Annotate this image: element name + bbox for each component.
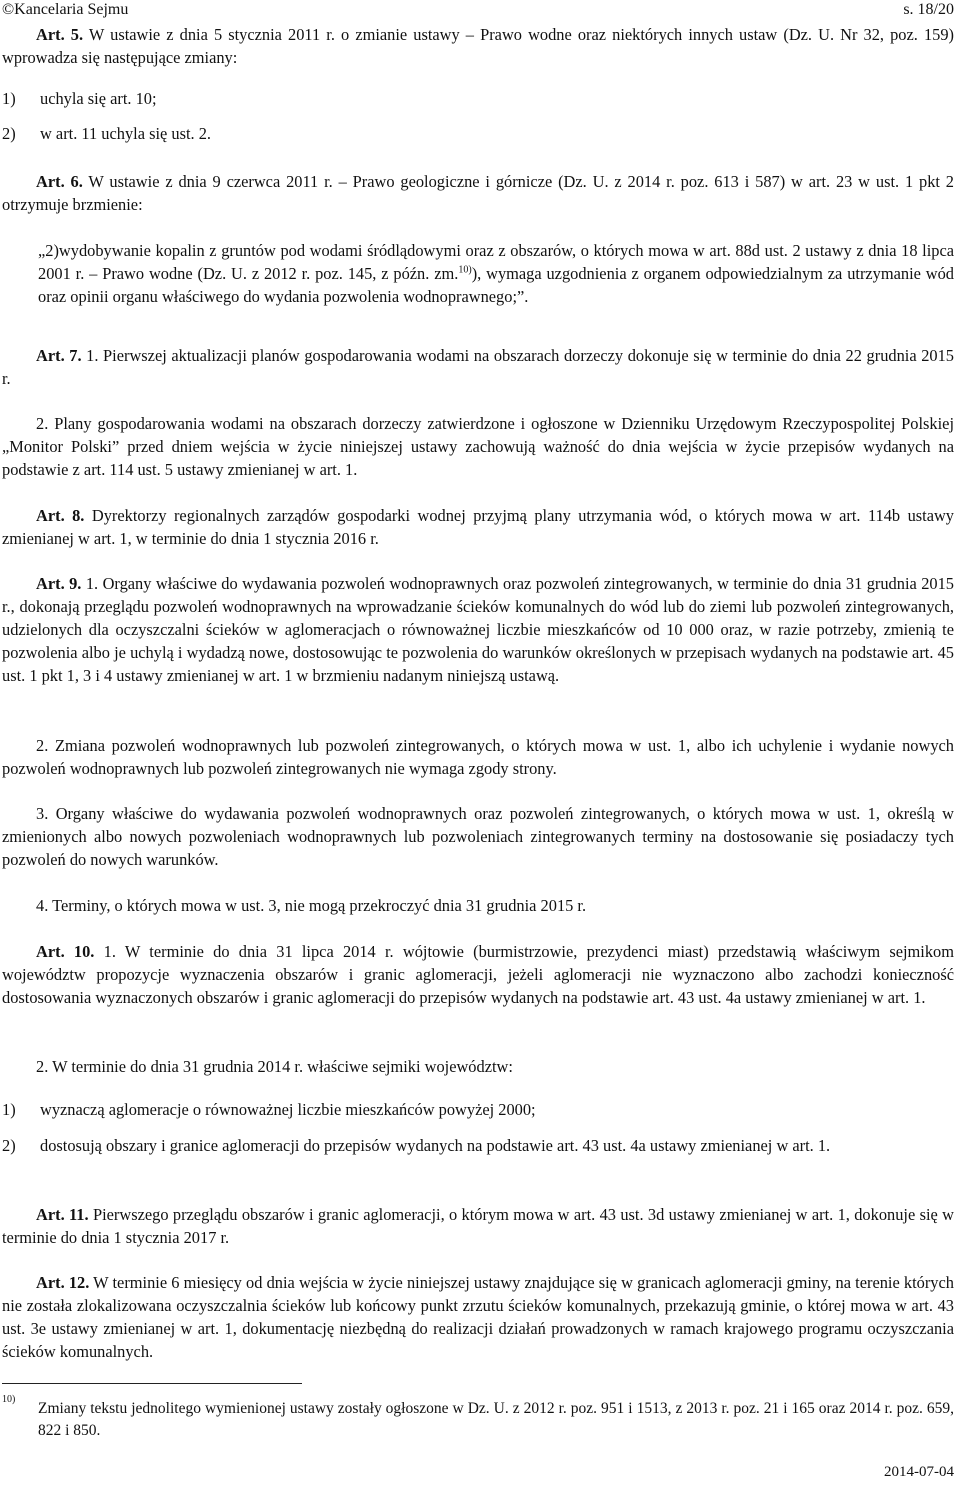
art10-paragraph-2: 2. W terminie do dnia 31 grudnia 2014 r. właściwe sejmiki województw: — [36, 1057, 513, 1076]
art5-item-2-num: 2) — [2, 124, 16, 143]
art6-quote-text-end: ), wymaga uzgodnienia z organem odpowiedzialnym za utrzymanie wód oraz opinii organu właściwego do wydania pozwolenia wodnoprawnego;”. — [38, 264, 955, 306]
art9-paragraph-2: 2. Zmiana pozwoleń wodnoprawnych lub pozwoleń zintegrowanych, o których mowa w ust. 1, albo ich uchylenie i wydanie nowych pozwoleń wodnoprawnych lub pozwoleń zintegrowanych nie wymaga zgody strony. — [2, 736, 954, 778]
art9-paragraph-4: 4. Terminy, o których mowa w ust. 3, nie mogą przekroczyć dnia 31 grudnia 2015 r. — [36, 896, 587, 915]
footnote-ref-10: 10) — [458, 264, 472, 276]
art5-item-2-text: w art. 11 uchyla się ust. 2. — [40, 124, 212, 143]
art10-label: Art. 10. — [36, 942, 95, 961]
art6-quote-text: „2)wydobywanie kopalin z gruntów pod wodami śródlądowymi oraz z obszarów, o których mowa w art. 88d ust. 2 ustawy z dnia 18 lipca 2001 r. – Prawo wodne (Dz. U. z 2012 r. poz. 145, z późn. zm. — [38, 241, 954, 283]
art11-paragraph — [2, 1203, 954, 1249]
document-date: 2014-07-04 — [884, 1464, 954, 1480]
art10-item-1-num: 1) — [2, 1100, 16, 1119]
art5-item-1-text: uchyla się art. 10; — [40, 89, 157, 108]
art10-item-1-text: wyznaczą aglomeracje o równoważnej liczbie mieszkańców powyżej 2000; — [40, 1100, 536, 1119]
art10-p1-text: 1. W terminie do dnia 31 lipca 2014 r. wójtowie (burmistrzowie, prezydenci miast) przedstawią właściwym sejmikom województw propozycje wyznaczenia obszarów i granic aglomeracji, jeżeli aglomeracji nie wyznaczono albo zachodzi konieczność dostosowania wyznaczonych obszarów i granic aglomeracji do przepisów wydanych na podstawie art. 43 ust. 4a ustawy zmienianej w art. 1. — [2, 942, 954, 1007]
art9-paragraph-1 — [2, 572, 954, 687]
art8-label: Art. 8. — [36, 506, 85, 525]
art5-item-1-num: 1) — [2, 89, 16, 108]
art11-label: Art. 11. — [36, 1205, 89, 1224]
art12-text: W terminie 6 miesięcy od dnia wejścia w życie niniejszej ustawy znajdujące się w granicach aglomeracji gminy, na terenie których nie została zlokalizowana oczyszczalnia ścieków lub końcowy punkt zrzutu ścieków komunalnych, przekazują gminie, o której mowa w art. 43 ust. 3e ustawy zmienianej w art. 1, dokumentację niezbędną do realizacji działań prowadzonych w ramach krajowego programu oczyszczania ścieków komunalnych. — [2, 1273, 954, 1361]
art10-item-2-text: dostosują obszary i granice aglomeracji do przepisów wydanych na podstawie art. 43 ust. 4a ustawy zmienianej w art. 1. — [40, 1136, 831, 1155]
art6-paragraph — [2, 170, 954, 216]
art5-paragraph — [2, 23, 954, 69]
art9-paragraph-3: 3. Organy właściwe do wydawania pozwoleń wodnoprawnych oraz pozwoleń zintegrowanych, o których mowa w ust. 1, określą w zmienionych albo nowych pozwoleniach wodnoprawnych lub pozwoleniach zintegrowanych terminy na dostosowanie się posiadaczy tych pozwoleń do nowych warunków. — [2, 804, 954, 869]
art7-label: Art. 7. — [36, 346, 82, 365]
footnote-separator — [2, 1383, 302, 1384]
art6-label: Art. 6. — [36, 172, 83, 191]
art10-item-2-num: 2) — [2, 1136, 16, 1155]
art7-paragraph-2: 2. Plany gospodarowania wodami na obszarach dorzeczy zatwierdzone i ogłoszone w Dzienniku Urzędowym Rzeczypospolitej Polskiej „Monitor Polski” przed dniem wejścia w życie niniejszej ustawy zachowują ważność do dnia wejścia w życie przepisów wydanych na podstawie z art. 114 ust. 5 ustawy zmienianej w art. 1. — [2, 414, 954, 479]
footnote-mark: 10) — [2, 1394, 16, 1405]
art10-paragraph-1 — [2, 940, 954, 1009]
art8-text: Dyrektorzy regionalnych zarządów gospodarki wodnej przyjmą plany utrzymania wód, o których mowa w art. 114b ustawy zmienianej w art. 1, w terminie do dnia 1 stycznia 2016 r. — [2, 506, 954, 548]
art7-p1-text: 1. Pierwszej aktualizacji planów gospodarowania wodami na obszarach dorzeczy dokonuje się w terminie do dnia 22 grudnia 2015 r. — [2, 346, 954, 388]
art8-paragraph — [2, 504, 954, 550]
art12-paragraph — [2, 1271, 954, 1363]
art11-text: Pierwszego przeglądu obszarów i granic aglomeracji, o którym mowa w art. 43 ust. 3d ustawy zmienianej w art. 1, dokonuje się w terminie do dnia 1 stycznia 2017 r. — [2, 1205, 954, 1247]
art5-label: Art. 5. — [36, 25, 84, 44]
header-publisher: ©Kancelaria Sejmu — [2, 1, 129, 18]
art12-label: Art. 12. — [36, 1273, 90, 1292]
art9-label: Art. 9. — [36, 574, 82, 593]
header-page-number: s. 18/20 — [903, 1, 954, 18]
art9-p1-text: 1. Organy właściwe do wydawania pozwoleń wodnoprawnych oraz pozwoleń zintegrowanych, w terminie do dnia 31 grudnia 2015 r., dokonają przeglądu pozwoleń wodnoprawnych na wprowadzanie ścieków komunalnych do wód lub do ziemi lub pozwoleń zintegrowanych, udzielonych dla oczyszczalni ścieków w aglomeracjach o równoważnej liczbie mieszkańców od 10 000 oraz, w razie potrzeby, zmienią te pozwolenia albo je uchylą i wydadzą nowe, dostosowując te pozwolenia do warunków określonych w przepisach wydanych na podstawie art. 45 ust. 1 pkt 1, 3 i 4 ustawy zmienianej w art. 1 w brzmieniu nadanym niniejszą ustawą. — [2, 574, 954, 685]
art5-text: W ustawie z dnia 5 stycznia 2011 r. o zmianie ustawy – Prawo wodne oraz niektórych innych ustaw (Dz. U. Nr 32, poz. 159) wprowadza się następujące zmiany: — [2, 25, 954, 67]
art6-quote — [38, 239, 954, 308]
art7-paragraph-1 — [2, 344, 954, 390]
art6-text: W ustawie z dnia 9 czerwca 2011 r. – Prawo geologiczne i górnicze (Dz. U. z 2014 r. poz. 613 i 587) w art. 23 w ust. 1 pkt 2 otrzymuje brzmienie: — [2, 172, 954, 214]
footnote-text: Zmiany tekstu jednolitego wymienionej ustawy zostały ogłoszone w Dz. U. z 2012 r. poz. 951 i 1513, z 2013 r. poz. 21 i 165 oraz 2014 r. poz. 659, 822 i 850. — [38, 1400, 954, 1439]
